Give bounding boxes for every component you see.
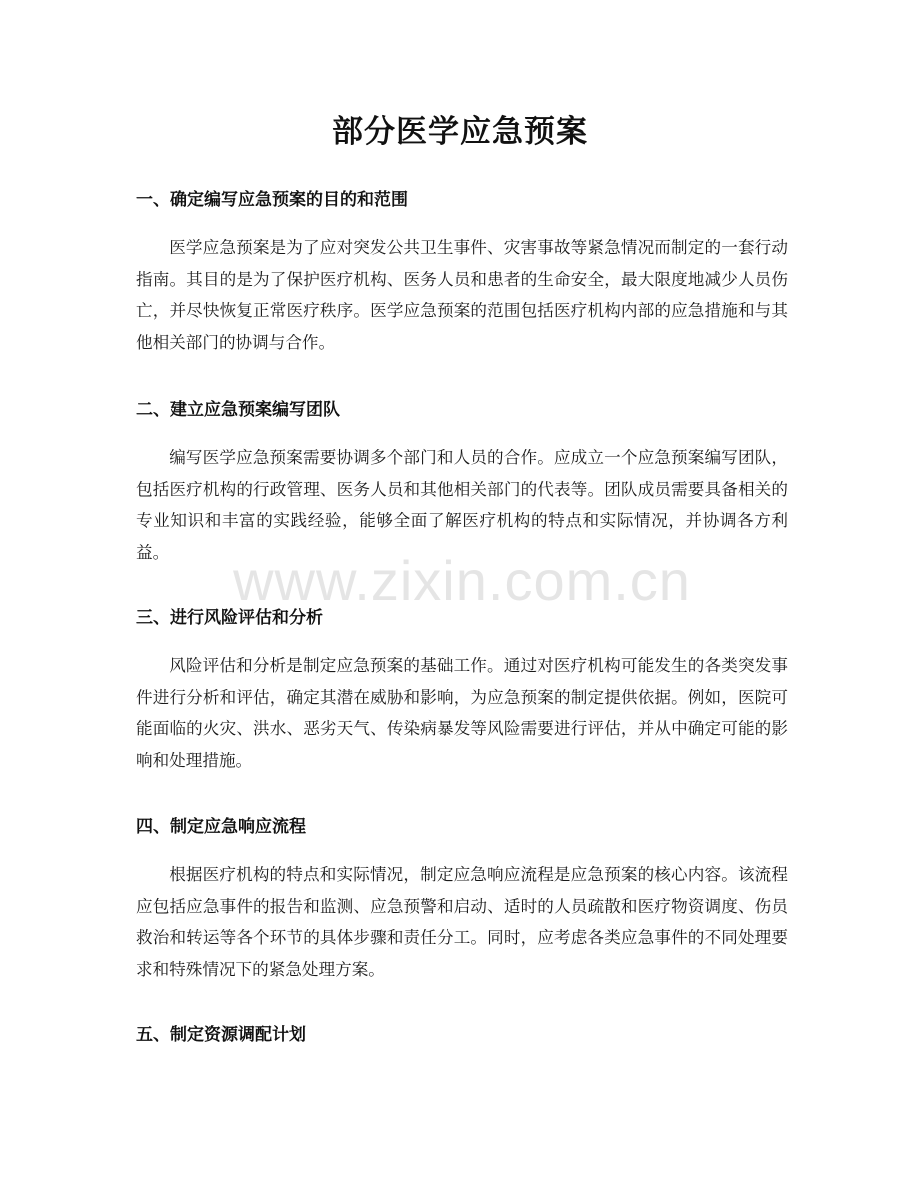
section-heading: 四、制定应急响应流程	[136, 817, 306, 837]
section-1	[136, 186, 788, 358]
document-title: 部分医学应急预案	[332, 114, 588, 150]
section-heading: 五、制定资源调配计划	[136, 1025, 306, 1045]
section-2	[136, 396, 788, 568]
section-paragraph: 编写医学应急预案需要协调多个部门和人员的合作。应成立一个应急预案编写团队，包括医疗机构的行政管理、医务人员和其他相关部门的代表等。团队成员需要具备相关的专业知识和丰富的实践经验，能够全面了解医疗机构的特点和实际情况，并协调各方利益。	[136, 448, 788, 562]
section-3	[136, 604, 788, 776]
section-heading: 一、确定编写应急预案的目的和范围	[136, 190, 408, 210]
section-paragraph: 医学应急预案是为了应对突发公共卫生事件、灾害事故等紧急情况而制定的一套行动指南。其目的是为了保护医疗机构、医务人员和患者的生命安全，最大限度地减少人员伤亡，并尽快恢复正常医疗秩序。医学应急预案的范围包括医疗机构内部的应急措施和与其他相关部门的协调与合作。	[136, 238, 788, 352]
section-paragraph: 风险评估和分析是制定应急预案的基础工作。通过对医疗机构可能发生的各类突发事件进行分析和评估，确定其潜在威胁和影响，为应急预案的制定提供依据。例如，医院可能面临的火灾、洪水、恶劣天气、传染病暴发等风险需要进行评估，并从中确定可能的影响和处理措施。	[136, 656, 788, 770]
section-paragraph: 根据医疗机构的特点和实际情况，制定应急响应流程是应急预案的核心内容。该流程应包括应急事件的报告和监测、应急预警和启动、适时的人员疏散和医疗物资调度、伤员救治和转运等各个环节的具体步骤和责任分工。同时，应考虑各类应急事件的不同处理要求和特殊情况下的紧急处理方案。	[136, 865, 788, 979]
section-5	[136, 1021, 788, 1049]
section-4	[136, 813, 788, 985]
watermark: www.zixin.com.cn	[233, 549, 691, 612]
section-heading: 三、进行风险评估和分析	[136, 608, 323, 628]
section-heading: 二、建立应急预案编写团队	[136, 400, 340, 420]
